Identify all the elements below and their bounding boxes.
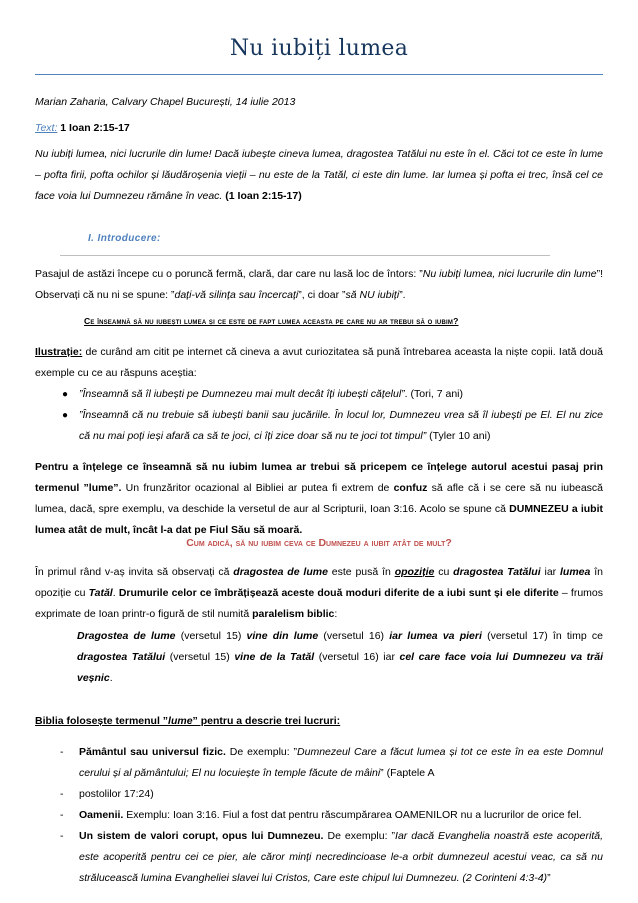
p3-f: dragostea Tatălui: [453, 566, 541, 578]
p3-l: Drumurile celor ce îmbrățișează aceste două moduri diferite de a iubi sunt și ele diferite: [118, 587, 559, 599]
lh-b: lume: [168, 715, 193, 727]
illustration-text: de curând am citit pe internet că cineva a avut curiozitatea să pună întrebarea aceasta la niște copii. Iată două exemple cu ce au răspuns aceștia:: [35, 346, 603, 379]
dash-marker: -: [60, 788, 64, 800]
li4-italic: Iar dacă Evanghelia noastră este acoperită, este acoperită pentru cei ce pier, ale căror minți necredincioase le-a orbit dumnezeul acestui veac, ca să nu strălucească lumina Evangheliei slavei lui Cristos, Care este chipul lui Dumnezeu. (2 Corinteni 4:3-4): [79, 830, 604, 884]
p2-confuz: confuz: [393, 482, 428, 494]
bullet-1-quote: ”Înseamnă să îl iubești pe Dumnezeu mai mult decât îți iubești cățelul”: [79, 388, 405, 400]
p3-a: În primul rând v-aș invita să observați că: [35, 566, 234, 578]
p2-bold: Pentru a înțelege ce înseamnă să nu iubim lumea ar trebui să pricepem ce înțelege autorul acestui pasaj prin termenul ”lume”.: [35, 461, 603, 494]
p3-b: dragostea de lume: [233, 566, 328, 578]
paragraph-2: [35, 457, 603, 541]
list-item-2: [79, 784, 603, 805]
p1-a: Pasajul de astăzi începe cu o poruncă fermă, clară, dar care nu lasă loc de întors: ”: [35, 268, 423, 280]
text-label: Text:: [35, 122, 58, 134]
illustration-paragraph: [35, 342, 603, 384]
lh-c: ” pentru a descrie trei lucruri:: [192, 715, 341, 727]
li4-tail: ”: [547, 872, 551, 884]
par-g: dragostea Tatălui: [77, 651, 166, 663]
bullet-1-who: . (Tori, 7 ani): [404, 388, 464, 400]
p3-j: Tatăl: [88, 587, 113, 599]
par-c: vine din lume: [246, 630, 319, 642]
bullet-dot: ●: [62, 389, 69, 400]
dash-marker: -: [60, 830, 64, 842]
lh-a: Biblia folosește termenul ”: [35, 715, 169, 727]
li1-italic: Dumnezeul Care a făcut lumea și tot ce este în ea este Domnul cerului și al pământului; El nu locuiește în temple făcute de mâini: [79, 746, 604, 779]
p2-b: să afle că i se cere să nu iubească lumea, dacă, spre exemplu, va deschide la versetul de aur al Scripturii, Ioan 3:16. Acolo se spune că: [35, 482, 604, 515]
par-k: cel care face voia lui Dumnezeu va trăi veșnic: [77, 651, 603, 684]
illustration-label: Ilustrație:: [35, 346, 83, 358]
p1-d: dați-vă silința sau încercați: [174, 289, 299, 301]
section-divider: [60, 255, 550, 256]
p2-a: Un frunzăritor ocazional al Bibliei ar putea fi extrem de: [121, 482, 394, 494]
p1-b: Nu iubiți lumea, nici lucrurile din lume: [422, 268, 597, 280]
p3-k: .: [112, 587, 119, 599]
text-reference-line: [35, 118, 603, 139]
title-underline: [35, 74, 603, 75]
li4-text: De exemplu: ”: [323, 830, 396, 842]
p3-n: paralelism biblic: [252, 608, 335, 620]
p1-c: ”! Observați că nu ni se spune: ”: [35, 268, 604, 301]
par-d: (versetul 16): [318, 630, 390, 642]
par-b: (versetul 15): [175, 630, 247, 642]
bullet-item-2: [79, 405, 603, 447]
par-j: (versetul 16) iar: [314, 651, 400, 663]
li1-text: De exemplu: ”: [225, 746, 298, 758]
dash-marker: -: [60, 746, 64, 758]
li2-text: postolilor 17:24): [79, 788, 154, 800]
subheading-question: Ce înseamnă să nu iubești lumea și ce este de fapt lumea aceasta pe care nu ar trebui să o iubim?: [84, 316, 459, 326]
par-h: (versetul 15): [165, 651, 235, 663]
paragraph-3: [35, 562, 603, 625]
par-a: Dragostea de lume: [77, 630, 176, 642]
intro-quote-ref: (1 Ioan 2:15-17): [225, 190, 302, 202]
section-heading-introduction: I. Introducere:: [88, 233, 161, 244]
red-heading: Cum adică, să nu iubim ceva ce Dumnezeu a iubit atât de mult?: [186, 537, 452, 549]
p1-g: ”.: [399, 289, 406, 301]
li1-bold: Pământul sau universul fizic.: [79, 746, 226, 758]
p3-i: în opoziție cu: [35, 566, 603, 599]
intro-quote-text: Nu iubiți lumea, nici lucrurile din lume! Dacă iubește cineva lumea, dragostea Tatălui nu este în el. Căci tot ce este în lume – pofta firii, pofta ochilor și lăudăroșenia vieții – nu este de la Tatăl, ci este din lume. Iar lumea și pofta ei trec, însă cel ce face voia lui Dumnezeu rămâne în veac.: [35, 148, 603, 202]
li4-bold: Un sistem de valori corupt, opus lui Dumnezeu.: [79, 830, 324, 842]
p3-g: iar: [540, 566, 561, 578]
par-e: iar lumea va pieri: [389, 630, 482, 642]
list-item-4: [79, 826, 603, 889]
list-heading: [35, 711, 603, 732]
p3-c: este pusă în: [327, 566, 395, 578]
p1-f: să NU iubiți: [345, 289, 400, 301]
p3-e: cu: [434, 566, 454, 578]
li1-tail: ” (Faptele A: [380, 767, 435, 779]
par-i: vine de la Tatăl: [234, 651, 315, 663]
p3-h: lumea: [560, 566, 591, 578]
p1-e: ”, ci doar ”: [298, 289, 346, 301]
par-l: .: [109, 672, 113, 684]
p3-d: opoziție: [394, 566, 435, 578]
bullet-dot: ●: [62, 410, 69, 421]
intro-quote: [35, 144, 603, 207]
li3-bold: Oamenii.: [79, 809, 124, 821]
par-f: (versetul 17) în timp ce: [481, 630, 603, 642]
parallelism-block: [77, 626, 603, 689]
list-item-1: [79, 742, 603, 784]
li3-text: Exemplu: Ioan 3:16. Fiul a fost dat pentru răscumpărarea OAMENILOR nu a lucrurilor de orice fel.: [123, 809, 582, 821]
bullet-item-1: [79, 384, 603, 405]
paragraph-1: [35, 264, 603, 306]
p2-bold-end: DUMNEZEU a iubit lumea atât de mult, încât l-a dat pe Fiul Său să moară.: [35, 503, 603, 536]
author-line: Marian Zaharia, Calvary Chapel București, 14 iulie 2013: [35, 96, 296, 108]
list-item-3: [79, 805, 603, 826]
text-reference: 1 Ioan 2:15-17: [60, 122, 130, 134]
bullet-2-quote: ”Înseamnă că nu trebuie să iubești banii sau jucăriile. În locul lor, Dumnezeu vrea să îl iubești pe El. El nu zice că nu mai poți ieși afară ca să te joci, ci îți zice doar să nu te joci tot timpul”: [79, 409, 603, 442]
p3-o: :: [334, 608, 338, 620]
document-title: Nu iubiți lumea: [229, 36, 409, 61]
dash-marker: -: [60, 809, 64, 821]
p3-m: – frumos exprimate de Ioan printr-o figură de stil numită: [35, 587, 604, 620]
bullet-2-who: (Tyler 10 ani): [426, 430, 491, 442]
